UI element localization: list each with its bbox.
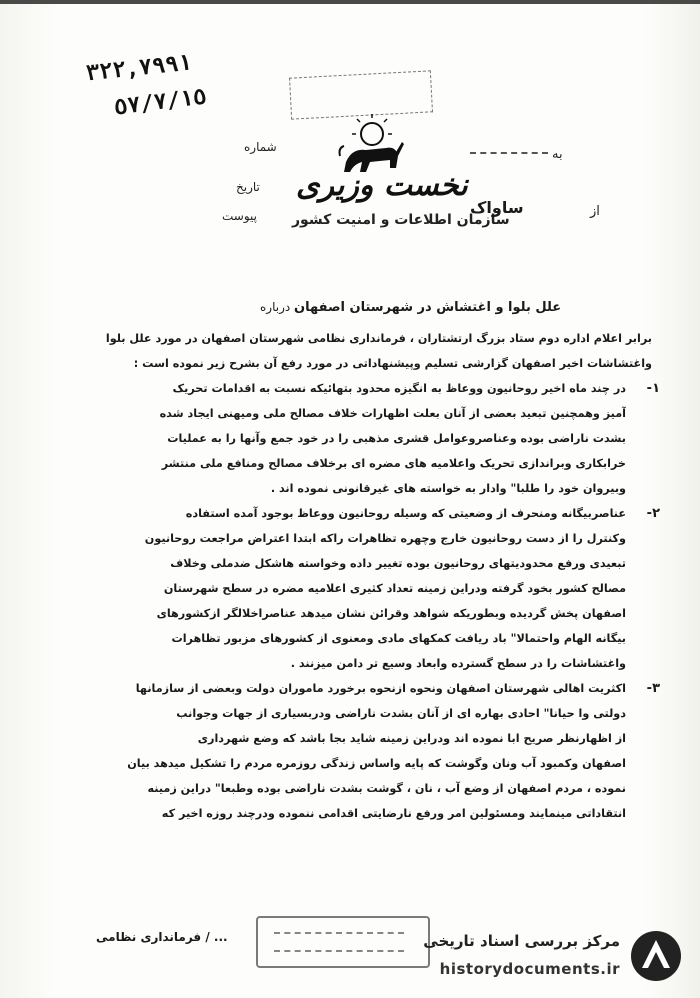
to-field-line [470,152,548,154]
letterhead-title: نخست وزیری [296,168,468,203]
item-number: ۲- [646,506,660,521]
body-line: اصفهان پخش گردیده وبطوریکه شواهد وقرائن نشان میدهد عناصراخلالگر ازکشورهای [156,607,626,620]
body-line: بیگانه الهام واحتمالا" باد ریافت کمکهای مادی ومعنوی از کشورهای مزبور تظاهرات [171,632,626,645]
attachment-label: پیوست [222,209,257,223]
body-line: وکنترل را از دست روحانیون خارج وچهره تظاهرات راکه ابتدا اعتراض مراجعت روحانیون [144,532,626,545]
to-label: به [552,147,563,162]
body-line: در چند ماه اخیر روحانیون ووعاظ به انگیزه محدود بتهائیکه نسبت به اقدامات تحریک [172,382,626,395]
body-line: نموده ، مردم اصفهان از وضع آب ، نان ، گوشت بشدت ناراضی بوده وطبعا" دراین زمینه [147,782,626,795]
from-label: از [590,204,600,219]
item-3 [60,676,660,826]
watermark-name: مرکز بررسی اسناد تاریخی [423,932,620,950]
body-line: واغتشاشات را در سطح گسترده وابعاد وسیع تر دامن میزنند . [290,657,626,670]
body-line: بشدت ناراضی بوده وعناصروعوامل قشری مذهبی را در خود جمع وآنها را به عملیات [167,432,626,445]
date-label: تاریخ [236,180,260,194]
watermark [394,926,684,990]
body-line: انتقاداتی مینمایند ومسئولین امر ورفع نارضایتی اقدامی ننموده ودرچند روزه اخیر که [161,807,626,820]
body-line: مصالح کشور بخود گرفته ودراین زمینه تعداد کثیری اعلامیه مضره در سطح شهرستان [163,582,626,595]
intro-line: واغتشاشات اخیر اصفهان گزارشی تسلیم وپیشنهاداتی در مورد رفع آن بشرح زیر نموده است : [133,357,652,370]
subject-label: درباره [260,300,291,314]
item-number: ۱- [646,381,660,396]
item-2 [60,501,660,676]
subject-value: علل بلوا و اغتشاش در شهرستان اصفهان [294,300,562,315]
item-number: ۳- [646,681,660,696]
body-line: عناصربیگانه ومنحرف از وضعیتی که وسیله روحانیون ووعاظ بوجود آمده استفاده [185,507,626,520]
body-line: اکثریت اهالی شهرستان اصفهان ونحوه ازنحوه برخورد ماموران دولت وبعضی از سازمانها [135,682,626,695]
signature-line: فرمانداری نظامی / ... [96,930,228,944]
subject-line [260,300,561,315]
body-line: آمیز وهمچنین تبعید بعضی از آنان بعلت اظهارات خلاف مصالح ملی ومیهنی ایجاد شده [159,407,626,420]
body-line: اصفهان وکمبود آب ونان وگوشت که پایه واساس زندگی روزمره مردم را تشکیل میدهد بیان [127,757,626,770]
body-line: از اظهارنظر صریح ابا نموده اند ودراین زمینه شاید بجا باشد که وضع شهرداری [197,732,626,745]
letter-body [60,326,660,826]
body-line: وبیروان خود را طلبا" وادار به خواسته های غیرقانونی نموده اند . [270,482,626,495]
body-line: خرابکاری وبراندازی تحریک واعلامیه های مضره ای برخلاف مصالح ومنافع ملی منتشر [161,457,626,470]
body-line: دولتی وا حیانا" احادی بهاره ای از آنان بشدت ناراضی ودربسیاری از جهات وجوانب [176,707,626,720]
archive-logo-icon [628,928,684,984]
organization-name: سازمان اطلاعات و امنیت کشور [292,212,510,228]
intro-line: برابر اعلام اداره دوم ستاد بزرگ ارتشتاران ، فرمانداری نظامی شهرستان اصفهان در مورد علل بلوا [105,332,652,345]
from-value: ساواک [470,198,524,217]
handwritten-date: ٥٧/٧/١٥ [112,84,208,121]
number-label: شماره [244,140,277,154]
watermark-url: historydocuments.ir [439,960,620,978]
handwritten-ref-number: ٣٢٢,٧٩٩١ [84,50,193,87]
scan-top-edge [0,0,700,4]
body-line: تبعیدی ورفع محدودیتهای روحانیون بوده تغییر داده وخواسته هاشکل ضدملی وخلاف [170,557,626,570]
item-1 [60,376,660,501]
